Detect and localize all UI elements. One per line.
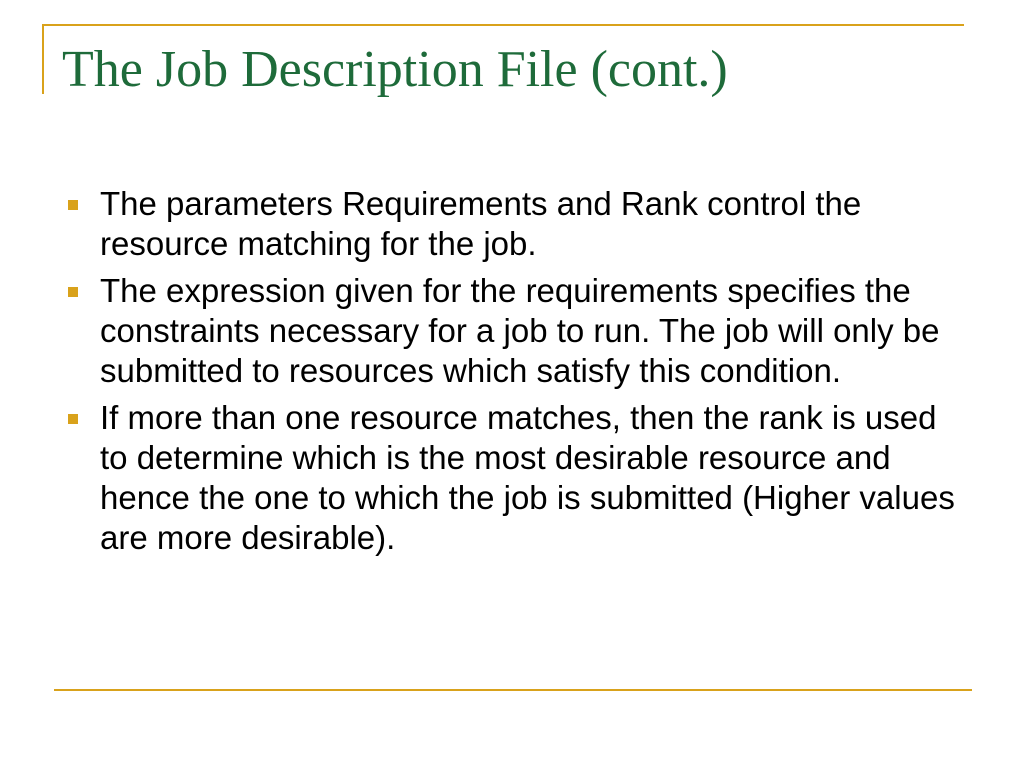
bottom-border-line [54, 689, 972, 691]
bullet-item [62, 271, 962, 391]
left-border-line [42, 24, 44, 94]
square-bullet-icon [68, 200, 78, 210]
bullet-text: The expression given for the requirements specifies the constraints necessary for a job to run. The job will only be submitted to resources which satisfy this condition. [100, 272, 940, 389]
bullet-item [62, 184, 962, 264]
square-bullet-icon [68, 287, 78, 297]
slide-title: The Job Description File (cont.) [62, 41, 728, 98]
bullet-list [62, 184, 962, 565]
top-border-line [42, 24, 964, 26]
bullet-item [62, 398, 962, 558]
square-bullet-icon [68, 414, 78, 424]
bullet-text: The parameters Requirements and Rank control the resource matching for the job. [100, 185, 862, 262]
bullet-text: If more than one resource matches, then the rank is used to determine which is the most desirable resource and hence the one to which the job is submitted (Higher values are more desirable). [100, 399, 955, 556]
